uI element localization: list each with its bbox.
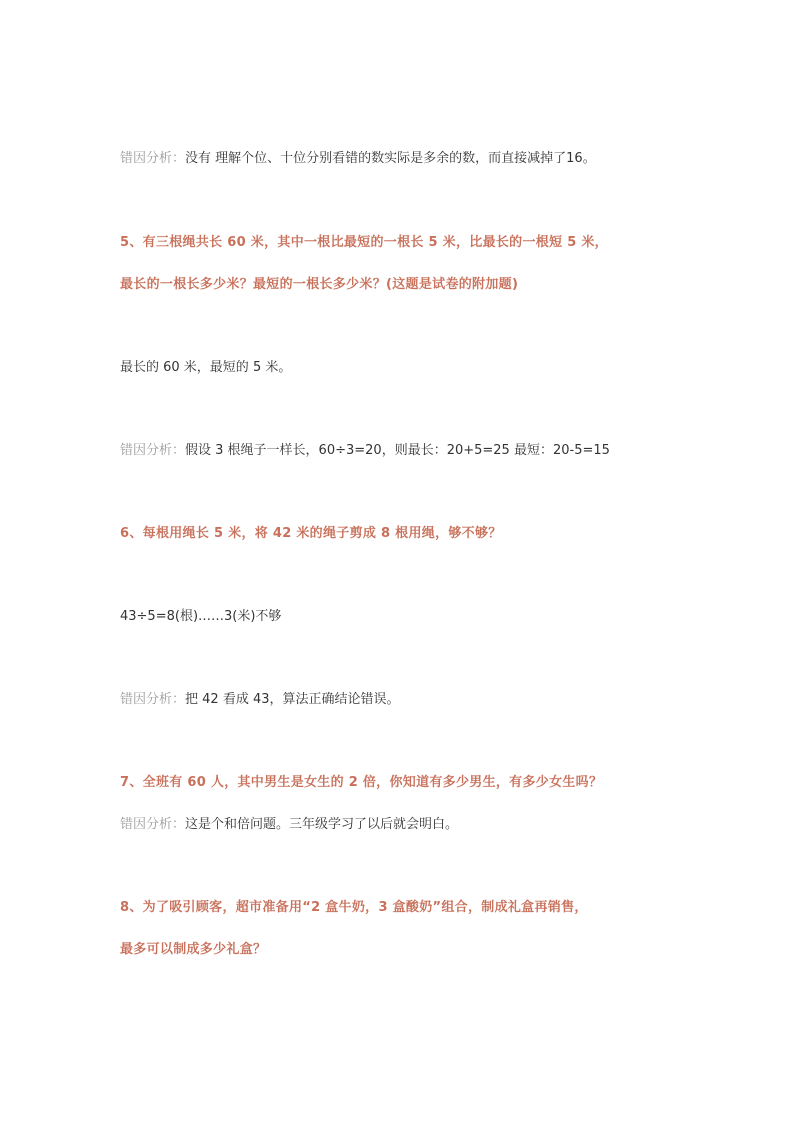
analysis-text: 假设 3 根绳子一样长，60÷3=20，则最长：20+5=25 最短：20-5=15 [185, 443, 610, 458]
analysis-text: 这是个和倍问题。三年级学习了以后就会明白。 [185, 817, 459, 832]
analysis-text: 把 42 看成 43，算法正确结论错误。 [185, 692, 400, 707]
analysis-label: 错因分析： [120, 151, 186, 166]
analysis-label: 错因分析： [120, 692, 186, 707]
answer-6: 43÷5=8(根)……3(米)不够 [120, 609, 282, 624]
analysis-line-7 [120, 816, 458, 834]
analysis-text: 没有 理解个位、十位分别看错的数实际是多余的数，而直接减掉了16。 [185, 151, 596, 166]
question-5-line-1: 5、有三根绳共长 60 米，其中一根比最短的一根长 5 米，比最长的一根短 5 米， [120, 235, 608, 250]
answer-5: 最长的 60 米，最短的 5 米。 [120, 360, 292, 375]
question-5-line-2: 最长的一根长多少米？最短的一根长多少米？(这题是试卷的附加题) [120, 277, 519, 292]
analysis-line-5 [120, 442, 610, 460]
question-6: 6、每根用绳长 5 米，将 42 米的绳子剪成 8 根用绳，够不够？ [120, 526, 502, 541]
analysis-line-4 [120, 150, 596, 168]
question-8-line-2: 最多可以制成多少礼盒？ [120, 942, 267, 957]
question-8-line-1: 8、为了吸引顾客，超市准备用“2 盒牛奶，3 盒酸奶”组合，制成礼盒再销售， [120, 900, 588, 915]
analysis-label: 错因分析： [120, 443, 186, 458]
analysis-line-6 [120, 691, 400, 709]
analysis-label: 错因分析： [120, 817, 186, 832]
question-7: 7、全班有 60 人，其中男生是女生的 2 倍，你知道有多少男生，有多少女生吗？ [120, 775, 603, 790]
